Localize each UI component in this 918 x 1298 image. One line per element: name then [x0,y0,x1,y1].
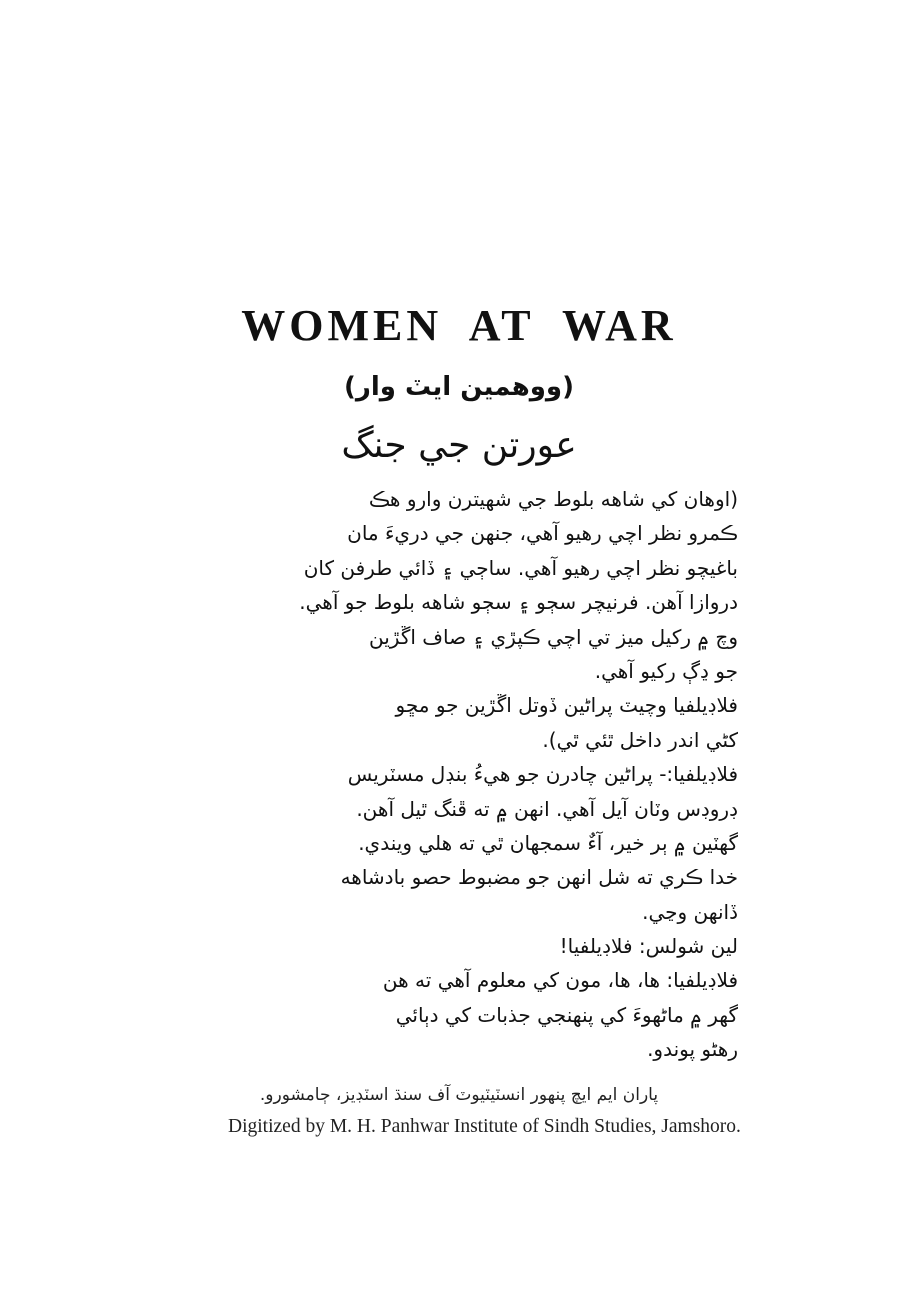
body-line: خدا ڪري ته شل انهن جو مضبوط حصو بادشاهه [340,865,738,890]
body-line: باغيچو نظر اچي رهيو آهي. ساڄي ۽ ڏائي طرفن کان [303,555,738,580]
body-line: گهر ۾ ماڻهوءَ کي پنهنجي جذبات کي دٻائي [395,1002,738,1027]
body-line: جو ڍڳ رکيو آهي. [594,658,738,683]
body-line: رهڻو پوندو. [647,1037,738,1062]
footer-sindhi-credit: پاران ايم ايچ پنهور انسٽيٽيوٽ آف سنڌ اسٽڊيز، ڄامشورو. [259,1085,659,1105]
page-title: WOMEN AT WAR [241,301,677,350]
body-line: دروازا آهن. فرنيچر سڄو ۽ سڄو شاهه بلوط جو آهي. [299,590,738,615]
body-line: وچ ۾ رکيل ميز تي اچي ڪپڙي ۽ صاف اڱڙين [369,624,738,649]
body-line: ڏانهن وڃي. [642,899,738,924]
body-text [198,482,738,1067]
body-line: (اوهان کي شاهه بلوط جي شهيترن وارو هڪ [368,487,738,511]
body-line: کڻي اندر داخل ٿئي ٿي). [542,727,738,752]
sindhi-heading: عورتن جي جنگ [341,425,577,466]
body-line: گهٽين ۾ ٻر خير، آءٌ سمجهان ٿي ته هلي ويندي. [358,830,738,855]
body-line: فلاڊيلفيا:- پراڻين چادرن جو هيءُ بنڊل مسٽريس [347,762,738,787]
body-line: ڪمرو نظر اچي رهيو آهي، جنهن جي دريءَ مان [347,521,738,546]
body-line: ڊروڊس وٽان آيل آهي. انهن ۾ ته ڦنگ ٿيل آهن. [356,796,738,821]
footer-credit: Digitized by M. H. Panhwar Institute of Sindh Studies, Jamshoro. [228,1116,741,1137]
body-line: لين شولس: فلاڊيلفيا! [559,934,738,959]
body-line: فلاڊيلفيا: ها، ها، مون کي معلوم آهي ته هن [382,968,738,993]
title-transliteration: (ووهمين ايٽ وار) [344,372,574,402]
body-line: فلاڊيلفيا وچيٽ پراڻين ڏوتل اڱڙين جو مڇو [395,693,738,718]
